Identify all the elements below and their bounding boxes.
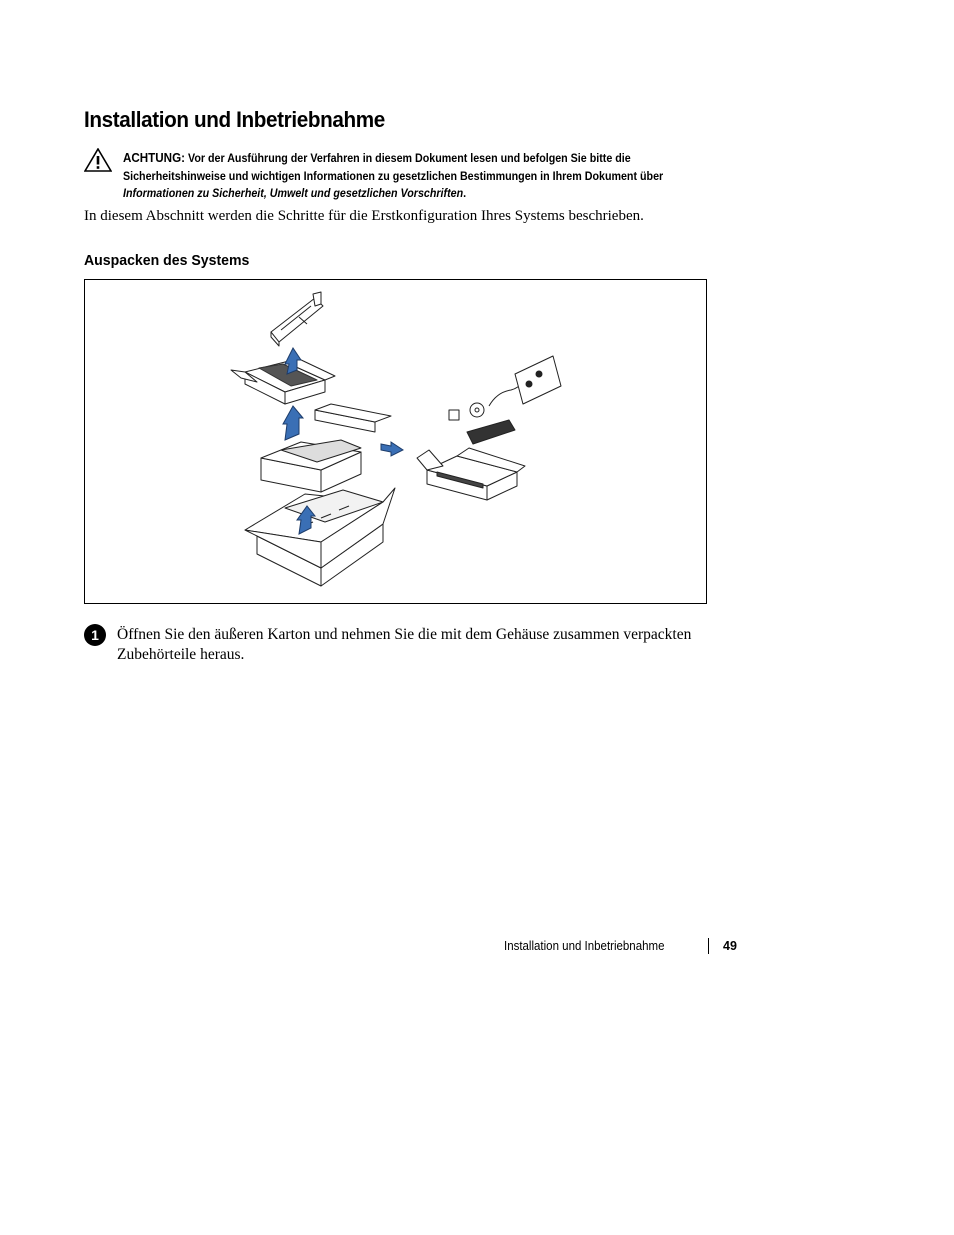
system-box [245,488,395,586]
unpacking-illustration [84,279,707,604]
caution-reference: Informationen zu Sicherheit, Umwelt und gesetzlichen Vorschriften [123,188,464,200]
foam-insert [261,404,391,492]
unpacking-drawing [85,280,708,605]
intro-paragraph: In diesem Abschnitt werden die Schritte für die Erstkonfiguration Ihres Systems beschrieben. [84,208,644,224]
footer-divider [708,938,709,954]
page-title: Installation und Inbetriebnahme [84,107,385,132]
caution-note [123,150,718,204]
section-heading: Auspacken des Systems [84,252,250,269]
arrow-right-accessories [381,442,403,456]
caution-end: . [463,188,467,200]
caution-text: Vor der Ausführung der Verfahren in diesem Dokument lesen und befolgen Sie bitte die Sicherheitshinweise und wichtigen Informationen zu gesetzlichen Bestimmungen in Ihrem Dokument über [123,153,664,183]
rail-kit-box [231,358,335,404]
rail-kit-part [271,292,323,346]
step-number-badge: 1 [84,624,106,646]
step-text: Öffnen Sie den äußeren Karton und nehmen Sie die mit dem Gehäuse zusammen verpackten Zubehörteile heraus. [117,626,692,663]
footer-section-title: Installation und Inbetriebnahme [504,939,665,953]
arrow-up-foam [283,406,303,440]
caution-label: ACHTUNG: [123,151,186,165]
page-number: 49 [723,939,737,953]
accessory-box [417,448,525,500]
accessories [449,356,561,444]
warning-triangle-icon [84,148,112,172]
